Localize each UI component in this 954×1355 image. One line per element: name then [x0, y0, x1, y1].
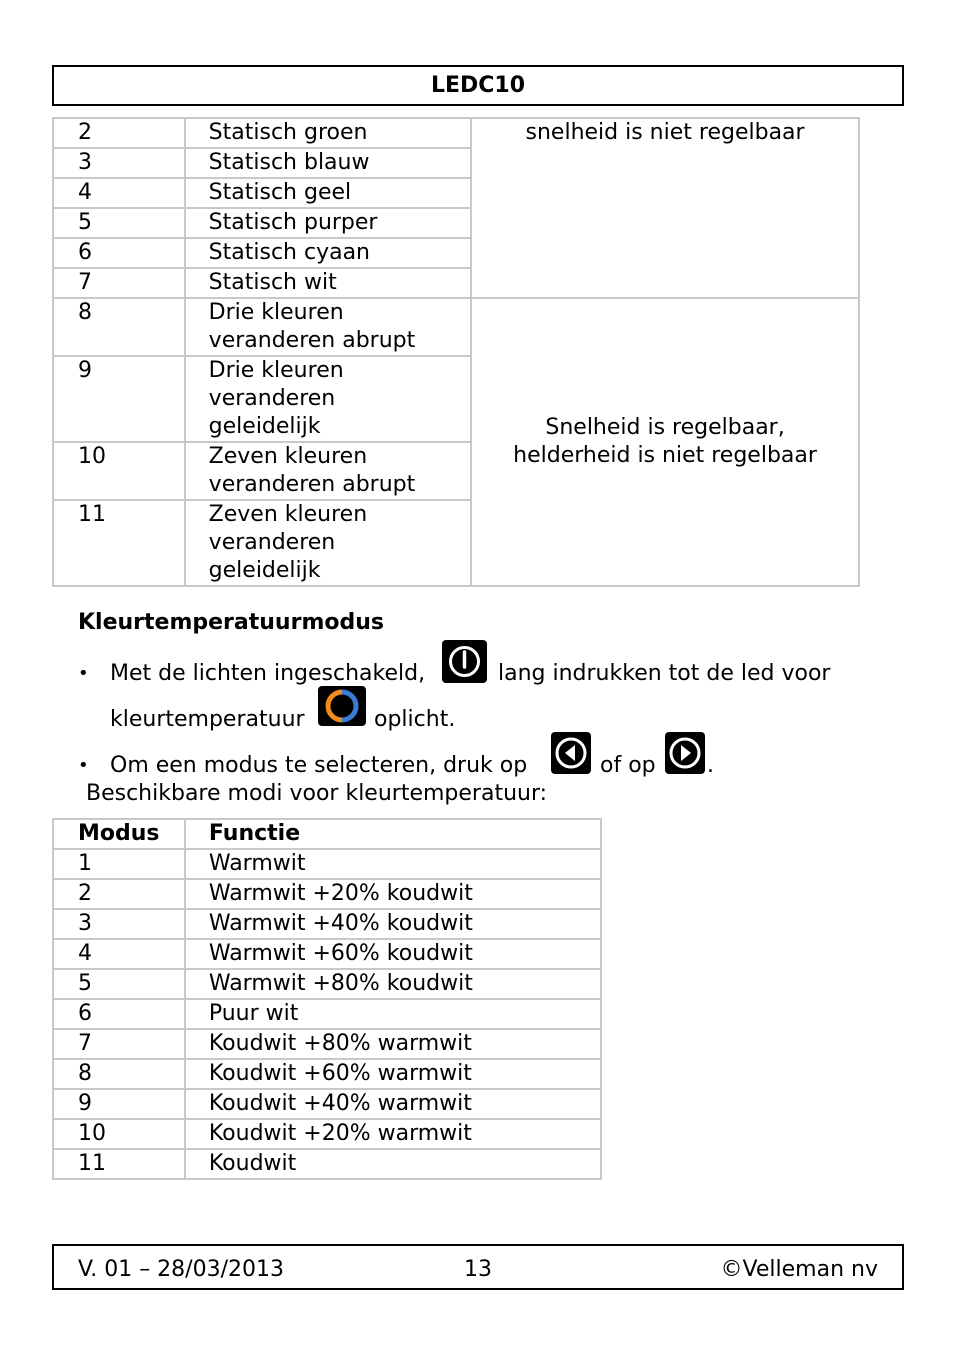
mode-function-cell: Puur wit — [185, 999, 601, 1029]
mode-function-cell — [185, 238, 471, 268]
mode-function-cell — [185, 118, 471, 148]
mode-function-cell — [185, 268, 471, 298]
table-row — [53, 939, 601, 969]
speed-brightness-note-cell — [471, 298, 859, 586]
mode-function-cell: Warmwit +20% koudwit — [185, 879, 601, 909]
mode-number-cell: 2 — [53, 118, 185, 148]
table-row — [53, 1089, 601, 1119]
note-line-1: Snelheid is regelbaar, — [545, 415, 785, 440]
footer-page-number: 13 — [464, 1257, 492, 1282]
table-header-row — [53, 819, 601, 849]
mode-number-cell: 7 — [53, 1029, 185, 1059]
mode-function-line: veranderen — [208, 530, 336, 555]
bullet-2-text-c: . — [707, 753, 714, 778]
mode-function-cell: Warmwit — [185, 849, 601, 879]
right-arrow-icon — [665, 732, 705, 774]
mode-function-cell — [185, 298, 471, 356]
column-header: Functie — [185, 819, 601, 849]
left-arrow-icon — [551, 732, 591, 774]
mode-function-cell: Koudwit +40% warmwit — [185, 1089, 601, 1119]
mode-function-cell: Koudwit — [185, 1149, 601, 1179]
section-title: Kleurtemperatuurmodus — [78, 610, 384, 635]
mode-number-cell: 9 — [53, 356, 185, 442]
mode-number-cell: 7 — [53, 268, 185, 298]
mode-number-cell: 11 — [53, 500, 185, 586]
mode-function-line: Drie kleuren — [208, 300, 344, 325]
table-row — [53, 909, 601, 939]
bullet-2-text-a: Om een modus te selecteren, druk op — [110, 753, 528, 778]
mode-number-cell: 10 — [53, 442, 185, 500]
footer-version: V. 01 – 28/03/2013 — [78, 1257, 284, 1282]
table-row — [53, 1059, 601, 1089]
mode-function-cell: Warmwit +60% koudwit — [185, 939, 601, 969]
mode-number-cell: 5 — [53, 208, 185, 238]
mode-number-cell: 4 — [53, 178, 185, 208]
mode-number-cell: 4 — [53, 939, 185, 969]
bullet-dot: • — [78, 755, 89, 776]
mode-function-line: Drie kleuren — [208, 358, 344, 383]
table-row — [53, 849, 601, 879]
document-footer — [52, 1244, 904, 1290]
mode-number-cell: 1 — [53, 849, 185, 879]
mode-function-line: veranderen — [208, 386, 336, 411]
table-row — [53, 118, 859, 148]
table-row — [53, 298, 859, 356]
bullet-2-text-b: of op — [600, 753, 656, 778]
mode-function-line: Zeven kleuren — [208, 502, 368, 527]
mode-number-cell: 8 — [53, 1059, 185, 1089]
mode-function-line: veranderen abrupt — [208, 328, 416, 353]
mode-number-cell: 6 — [53, 999, 185, 1029]
color-modes-table — [52, 117, 860, 587]
mode-function-line: Statisch cyaan — [208, 240, 370, 265]
available-modes-text: Beschikbare modi voor kleurtemperatuur: — [86, 781, 548, 806]
mode-function-cell: Koudwit +20% warmwit — [185, 1119, 601, 1149]
power-icon — [442, 640, 487, 683]
mode-function-line: Statisch groen — [208, 120, 368, 145]
bullet-1-text-b: lang indrukken tot de led voor — [498, 661, 831, 686]
mode-number-cell: 2 — [53, 879, 185, 909]
document-header — [52, 65, 904, 106]
mode-number-cell: 6 — [53, 238, 185, 268]
mode-number-cell: 3 — [53, 909, 185, 939]
mode-function-cell — [185, 208, 471, 238]
mode-number-cell: 8 — [53, 298, 185, 356]
speed-note-cell: snelheid is niet regelbaar — [471, 118, 859, 298]
mode-number-cell: 9 — [53, 1089, 185, 1119]
mode-number-cell: 3 — [53, 148, 185, 178]
table-row — [53, 969, 601, 999]
mode-function-cell — [185, 442, 471, 500]
column-header: Modus — [53, 819, 185, 849]
mode-function-line: geleidelijk — [208, 414, 321, 439]
bullet-1-text-c: kleurtemperatuur — [110, 707, 305, 732]
mode-function-line: geleidelijk — [208, 558, 321, 583]
footer-copyright: ©Velleman nv — [720, 1257, 878, 1282]
mode-function-cell — [185, 178, 471, 208]
table-row — [53, 1149, 601, 1179]
mode-function-cell: Warmwit +40% koudwit — [185, 909, 601, 939]
mode-function-line: Statisch blauw — [208, 150, 370, 175]
mode-function-line: veranderen abrupt — [208, 472, 416, 497]
mode-function-cell: Warmwit +80% koudwit — [185, 969, 601, 999]
bullet-dot: • — [78, 663, 89, 684]
mode-function-cell — [185, 500, 471, 586]
mode-function-cell — [185, 356, 471, 442]
color-temperature-ring-icon — [318, 686, 366, 726]
mode-function-cell: Koudwit +60% warmwit — [185, 1059, 601, 1089]
mode-function-line: Statisch wit — [208, 270, 337, 295]
color-temperature-table — [52, 818, 602, 1180]
mode-number-cell: 5 — [53, 969, 185, 999]
table-row — [53, 999, 601, 1029]
note-line-2: helderheid is niet regelbaar — [513, 443, 817, 468]
bullet-1-text-a: Met de lichten ingeschakeld, — [110, 661, 426, 686]
table-row — [53, 879, 601, 909]
mode-function-line: Zeven kleuren — [208, 444, 368, 469]
table-row — [53, 1029, 601, 1059]
mode-function-cell — [185, 148, 471, 178]
mode-function-line: Statisch purper — [208, 210, 378, 235]
mode-number-cell: 10 — [53, 1119, 185, 1149]
mode-function-line: Statisch geel — [208, 180, 352, 205]
mode-number-cell: 11 — [53, 1149, 185, 1179]
document-title: LEDC10 — [430, 73, 526, 98]
bullet-1-text-d: oplicht. — [374, 707, 456, 732]
table-row — [53, 1119, 601, 1149]
mode-function-cell: Koudwit +80% warmwit — [185, 1029, 601, 1059]
